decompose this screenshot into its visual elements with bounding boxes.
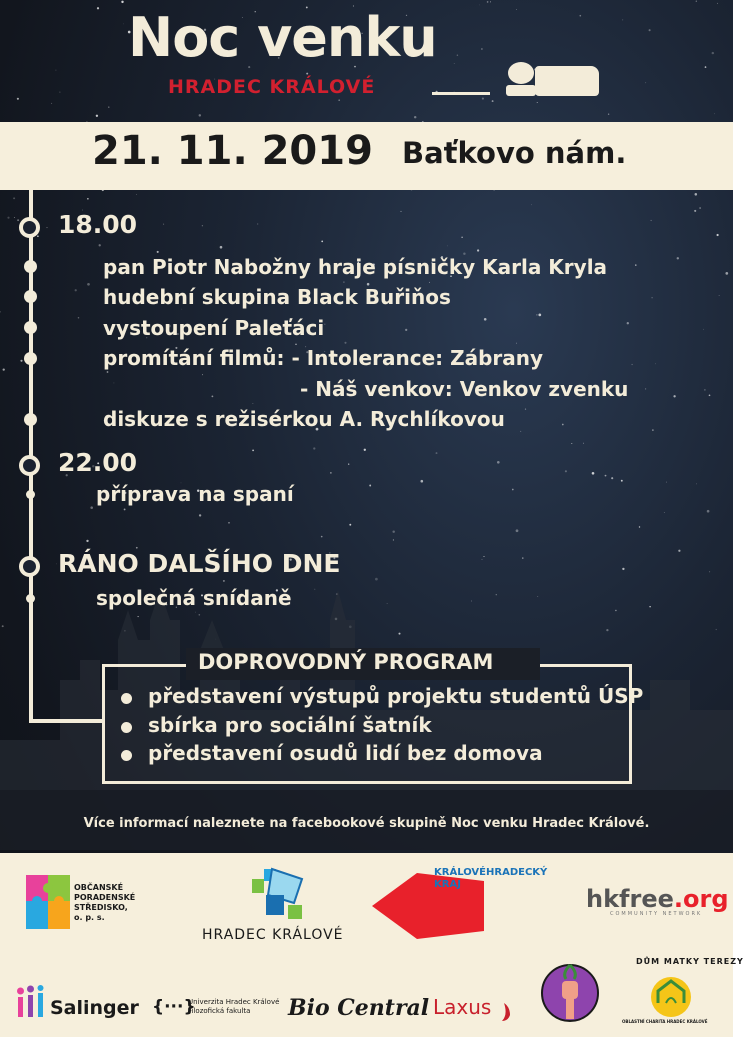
star [481,48,483,50]
star [673,395,675,397]
star [725,272,728,275]
timeline-node [19,217,40,238]
star [414,116,416,118]
star [46,227,47,228]
timeline-node [19,556,40,577]
timeline-dot [24,260,37,273]
star [705,66,707,68]
star [579,15,581,17]
star [436,452,438,454]
star [592,472,595,475]
star [429,282,430,283]
hradec-kralove-name: HRADEC KRÁLOVÉ [202,927,344,943]
star [87,198,89,200]
star [220,246,223,249]
star [344,342,346,344]
star [490,1,491,2]
star [37,235,39,237]
star [306,73,308,75]
star [0,311,1,313]
star [717,234,719,236]
star [522,557,523,558]
decor-line [432,92,490,95]
star [652,429,653,430]
star [257,224,258,225]
dum-matky-terezy-subtitle: OBLASTNÍ CHARITA HRADEC KRÁLOVÉ [622,1019,708,1024]
laxus-logo: Laxus [433,995,492,1019]
timeline-dot [26,490,35,499]
star [699,207,701,209]
star [199,114,201,116]
star [651,220,652,221]
star [696,1,697,2]
star [202,374,203,375]
event-title: Noc venku [128,6,437,69]
accompanying-item: představení výstupů projektu studentů ÚSP [148,684,644,708]
star [405,329,407,331]
star [520,431,521,432]
star [121,1,123,3]
star [253,403,254,404]
schedule-item: vystoupení Paleťáci [103,316,325,340]
star [14,217,15,218]
star [252,449,254,451]
star [565,470,567,472]
star [199,514,201,516]
star [719,295,720,296]
star [704,389,705,390]
star [325,324,326,325]
accompanying-item: představení osudů lidí bez domova [148,741,543,765]
star [583,443,584,444]
timeline-dot [24,321,37,334]
star [87,283,90,286]
star [479,5,480,6]
star [492,100,494,102]
star [483,556,484,557]
star [228,522,230,524]
star [454,63,455,64]
star [86,540,88,542]
star [3,368,5,370]
star [321,536,323,538]
star [136,194,137,195]
star [639,526,640,527]
star [608,114,609,115]
star [664,512,665,513]
star [703,329,704,330]
star [157,251,159,253]
dum-matky-terezy-logo [622,963,720,1023]
uhk-name: Univerzita Hradec Králové Filozofická fakulta [188,998,280,1015]
timeline-node [19,455,40,476]
star [13,197,15,199]
kraj-name: KRÁLOVÉHRADECKÝ KRAJ [434,867,548,890]
star [401,211,402,212]
event-place: Baťkovo nám. [402,136,627,170]
star [707,510,710,513]
star [714,113,715,114]
star [645,388,646,389]
star [364,449,366,451]
chili-icon [500,1001,514,1027]
star [123,24,124,25]
star [348,464,349,465]
event-city: HRADEC KRÁLOVÉ [168,76,376,98]
star [655,363,656,364]
dum-matky-terezy-title: DŮM MATKY TEREZY [636,957,744,966]
fist-circle-logo [540,961,600,1027]
star [525,409,526,410]
accompanying-item: sbírka pro sociální šatník [148,713,432,737]
star [338,99,340,101]
star [124,508,126,510]
star [99,244,101,246]
star [537,102,538,103]
star [516,9,517,10]
bullet-icon [121,722,132,733]
star [163,224,164,225]
star [621,480,623,482]
schedule-item: promítání filmů: - Intolerance: Zábrany [103,346,544,370]
timeline-dot [24,352,37,365]
schedule-item: příprava na spaní [96,482,294,506]
star [343,281,344,282]
star [108,107,109,108]
star [717,3,718,4]
star [90,506,93,509]
star [562,424,564,426]
salinger-icon [16,985,46,1023]
star [295,344,296,345]
star [605,475,607,477]
accompanying-program-title: DOPROVODNÝ PROGRAM [198,650,494,674]
star [651,297,652,298]
biocentral-logo: Bio Central [288,995,430,1021]
partner-logos-panel [0,853,744,1037]
info-text: Více informací naleznete na facebookové skupině Noc venku Hradec Králové. [83,816,650,831]
schedule-item: diskuze s režisérkou A. Rychlíkovou [103,407,505,431]
star [484,318,487,321]
star [349,524,351,526]
ops-puzzle-logo [26,875,70,933]
star [482,98,484,100]
star [202,225,203,226]
timeline-dot [24,413,37,426]
star [330,472,331,473]
star [113,382,114,383]
star [712,52,714,54]
star [536,314,537,315]
star [17,98,19,100]
schedule-item: pan Piotr Nabožny hraje písničky Karla Kryla [103,255,608,279]
star [392,530,394,532]
star [516,529,519,532]
star [666,482,667,483]
ops-name: OBČANSKÉ PORADENSKÉ STŘEDISKO, o. p. s. [74,883,136,922]
star [487,1,489,3]
star [321,241,323,243]
schedule-item: společná snídaně [96,586,292,610]
timeline-connector [29,719,104,723]
time-morning: RÁNO DALŠÍHO DNE [58,549,341,578]
hkfree-tagline: COMMUNITY NETWORK [610,911,703,917]
star [51,103,52,104]
star [421,480,424,483]
star [107,371,109,373]
star [477,249,479,251]
star [571,443,572,444]
bullet-icon [121,750,132,761]
star [611,477,613,479]
star [447,246,448,247]
schedule-item: - Náš venkov: Venkov zvenku [300,377,629,401]
star [649,29,651,31]
star [497,461,500,464]
star [622,20,623,21]
star [369,485,371,487]
star [531,204,532,205]
star [695,193,698,196]
star [393,539,394,540]
star [212,396,214,398]
star [516,343,517,344]
uhk-icon: {···} [152,997,196,1017]
star [677,257,679,259]
star [313,447,315,449]
star [97,7,99,9]
time-2200: 22.00 [58,448,138,477]
star [461,237,462,238]
star [627,322,629,324]
schedule-item: hudební skupina Black Buřiňos [103,285,451,309]
star [96,115,98,117]
time-1800: 18.00 [58,210,138,239]
star [512,489,514,491]
star [59,92,60,93]
star [55,70,56,71]
star [457,55,458,56]
star [7,217,9,219]
star [645,82,646,83]
bullet-icon [121,693,132,704]
star [75,289,77,291]
star [631,364,632,365]
star [678,550,680,552]
hkfree-logo: hkfree.org [586,885,729,913]
star [696,483,697,484]
star [709,394,711,396]
timeline-dot [26,594,35,603]
timeline-dot [24,290,37,303]
star [20,360,22,362]
star [538,314,541,317]
star [17,219,19,221]
salinger-name: Salinger [50,997,139,1019]
event-date: 21. 11. 2019 [92,128,373,174]
hradec-kralove-logo-icon [250,865,312,927]
star [78,317,80,319]
star [694,210,696,212]
star [635,264,636,265]
